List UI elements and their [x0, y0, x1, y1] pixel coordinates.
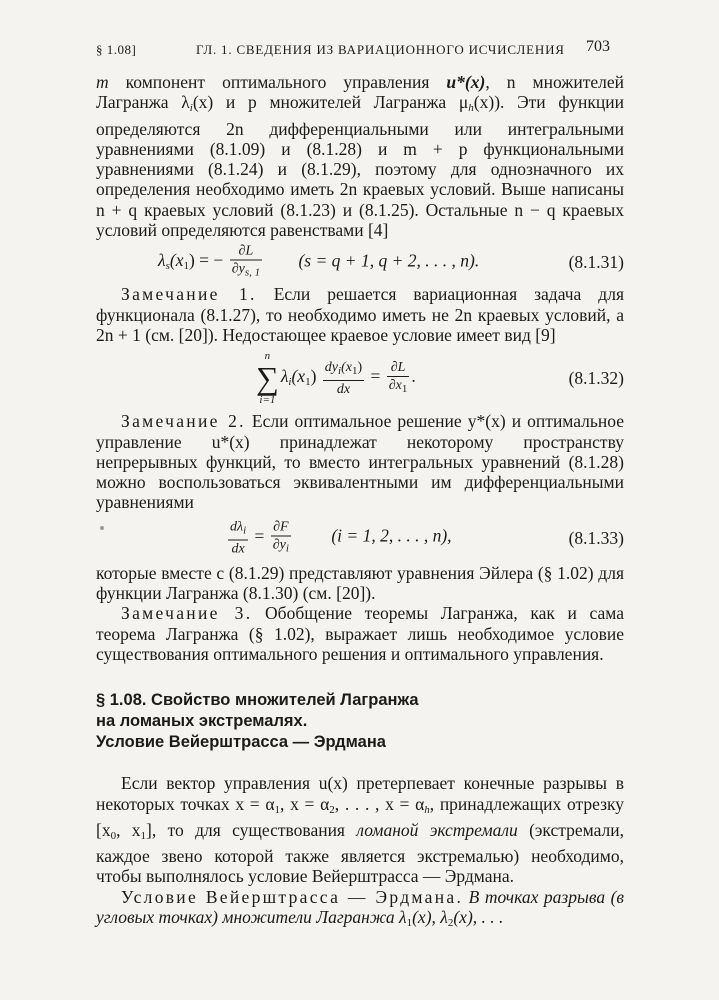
running-header — [0, 38, 719, 62]
header-chapter-title: ГЛ. 1. СВЕДЕНИЯ ИЗ ВАРИАЦИОННОГО ИСЧИСЛЕНИЯ — [196, 42, 565, 57]
fraction-dyi-dx: $\frac{dy_i(x_1)}{dx}$ — [324, 359, 363, 397]
equation-number: (8.1.31) — [568, 252, 624, 273]
page-body — [96, 72, 624, 933]
margin-dot — [100, 526, 104, 530]
equation-8-1-33: $\frac{d\lambda_i}{dx}$ = $\frac{\partial F}{\partial y_i}$ (i = 1, 2, . . . , n), (8.1.33) — [230, 519, 624, 557]
header-section-ref: § 1.08] — [96, 42, 137, 57]
equation-number: (8.1.33) — [568, 527, 624, 548]
paragraph-lagrange-count: m компонент оптимального управления u*(x), n множителей Лагранжа $\lambda_i(x)$ и p множителей Лагранжа $\mu_h(x)$). Эти функции определяются 2n дифференциальными или интегральными уравнениями (8.1.09) и (8.1.28) и m + p функциональными уравнениями (8.1.24) и (8.1.29), поэтому для однозначного их определения необходимо иметь 2n краевых условий. Выше написаны n + q краевых условий (8.1.23) и (8.1.25). Остальные n − q краевых условий определяются равенствами [4] — [96, 72, 624, 241]
page-number: 703 — [586, 38, 610, 55]
fraction-dlambda-dx: $\frac{d\lambda_i}{dx}$ — [230, 519, 247, 557]
equation-8-1-31: $\lambda_s(x_1)$ = − $\frac{\partial L}{\partial y_{s, 1}}$ (s = q + 1, q + 2, . . . , n). (8.1.31) — [96, 240, 624, 284]
fraction-dl-dys: $\frac{\partial L}{\partial y_{s, 1}}$ — [231, 243, 261, 279]
equation-8-1-32: n ∑ i=1 $\lambda_i(x_1)$ $\frac{dy_i(x_1)}{dx}$ = $\frac{\partial L}{\partial x_1}$ . (8.1.32) — [256, 350, 624, 407]
summation-sign: n ∑ i=1 — [256, 350, 279, 407]
remark-3: Замечание 3. Обобщение теоремы Лагранжа, как и сама теорема Лагранжа (§ 1.02), выражает лишь необходимое условие существования оптимального решения и оптимального управления. — [96, 603, 624, 664]
fraction-dl-dx1: $\frac{\partial L}{\partial x_1}$ — [388, 359, 408, 395]
paragraph-weierstrass-erdmann: Условие Вейерштрасса — Эрдмана. В точках разрыва (в угловых точках) множители Лагранжа $\lambda_1(x)$, $\lambda_2(x)$, . . . — [96, 886, 624, 930]
paragraph-euler: которые вместе с (8.1.29) представляют уравнения Эйлера (§ 1.02) для функции Лагранжа (8.1.30) (см. [20]). — [96, 562, 624, 604]
section-heading: § 1.08. Свойство множителей Лагранжа на ломаных экстремалях. Условие Вейерштрасса — Эрдмана — [96, 691, 419, 752]
remark-2: Замечание 2. Если оптимальное решение y*(x) и оптимальное управление u*(x) принадлежат некоторому пространству непрерывных функций, то вместо интегральных уравнений (8.1.28) можно воспользоваться эквивалентными им дифференциальными уравнениями — [96, 411, 624, 513]
fraction-df-dy: $\frac{\partial F}{\partial y_i}$ — [272, 519, 289, 555]
remark-1: Замечание 1. Если решается вариационная задача для функционала (8.1.27), то необходимо иметь не 2n краевых условий, а 2n + 1 (см. [20]). Недостающее краевое условие имеет вид [9] — [96, 284, 624, 345]
paragraph-control-discontinuity: Если вектор управления u(x) претерпевает конечные разрывы в некоторых точках $x = \alpha_1$, $x = \alpha_2$, . . . , $x = \alpha_h$, принадлежащих отрезку [$x_0$, $x_1$], то для существования ломаной экстремали (экстремали, каждое звено которой также является экстремалью) необходимо, чтобы выполнялось условие Вейерштрасса — Эрдмана. — [96, 773, 624, 887]
equation-number: (8.1.32) — [568, 368, 624, 389]
